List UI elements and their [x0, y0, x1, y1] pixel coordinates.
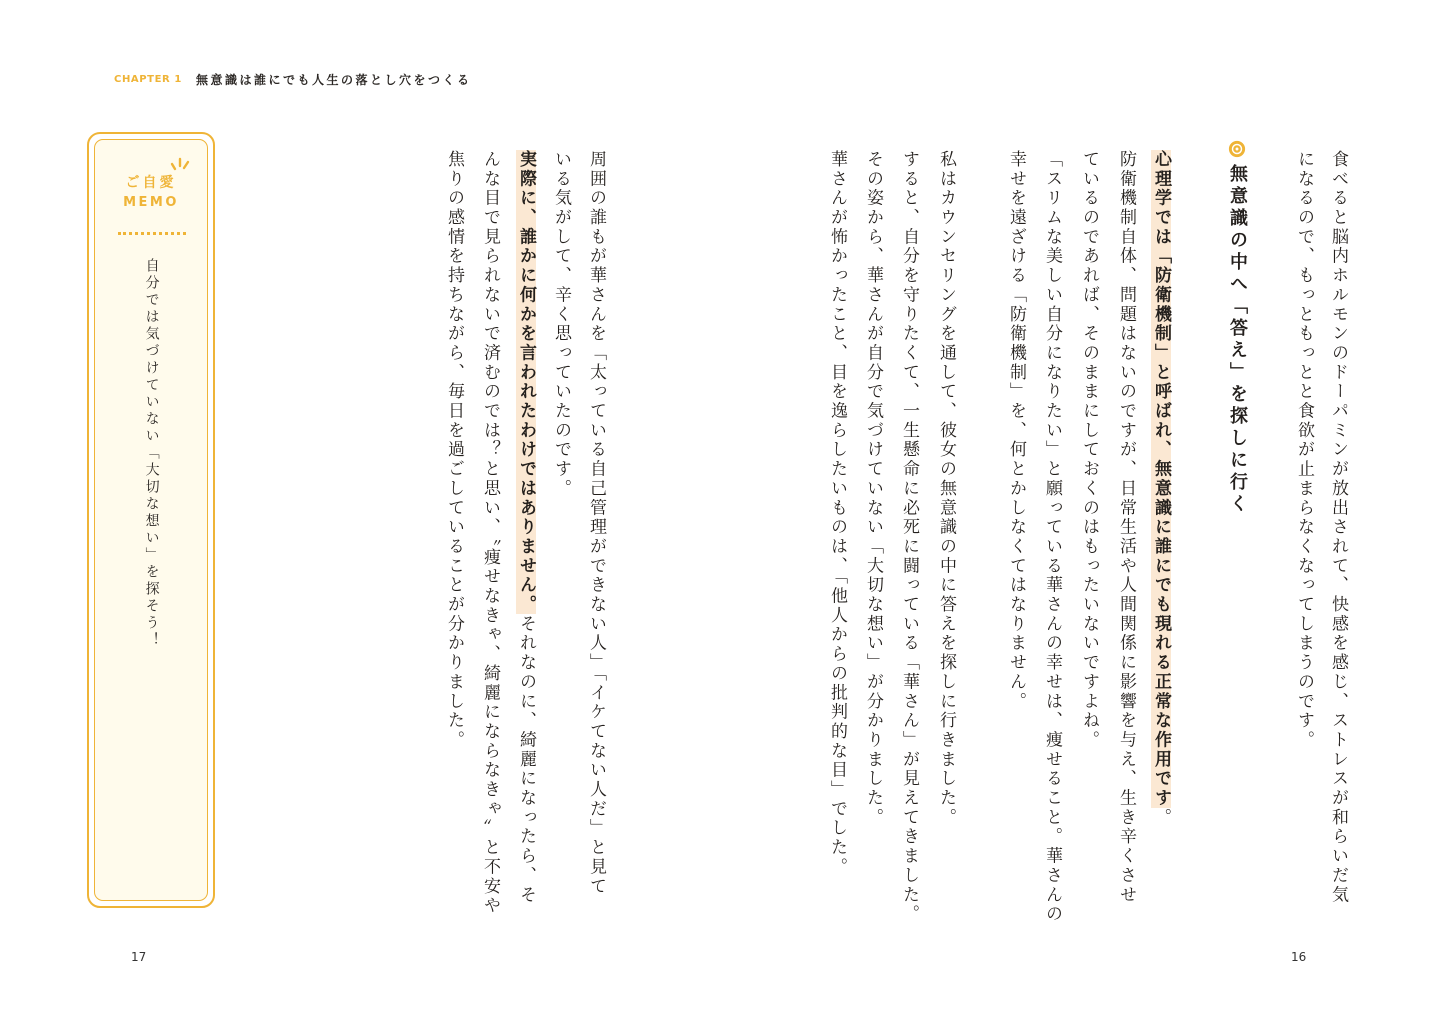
text-line: 周囲の誰もが華さんを「太っている自己管理ができない人」「イケてない人だ」と見て — [586, 150, 606, 897]
text-fragment: 。 — [1151, 807, 1171, 828]
text-line: んな目で見られないで済むのでは？と思い、〝痩せなきゃ、綺麗にならなきゃ〟と不安や — [480, 150, 500, 916]
text-line — [1152, 150, 1169, 827]
text-line: 焦りの感情を持ちながら、毎日を過ごしていることが分かりました。 — [444, 150, 464, 750]
chapter-label: CHAPTER 1 — [114, 74, 182, 85]
text-fragment: それなのに、綺麗になったら、そ — [516, 614, 536, 905]
memo-dotted-divider — [118, 232, 186, 235]
section-heading-text: 無意識の中へ「答え」を探しに行く — [1227, 164, 1248, 516]
text-line: その姿から、華さんが自分で気づけていない「大切な想い」が分かりました。 — [863, 150, 883, 828]
memo-title: ご自愛 — [125, 175, 177, 191]
highlighted-text: 実際に、誰かに何かを言われたわけではありません。 — [516, 150, 536, 615]
text-line: 食べると脳内ホルモンのドーパミンが放出されて、快感を感じ、ストレスが和らいだ気 — [1328, 150, 1348, 905]
text-line: 私はカウンセリングを通して、彼女の無意識の中に答えを探しに行きました。 — [936, 150, 956, 828]
memo-subtitle: MEMO — [123, 195, 179, 210]
text-line: いる気がして、辛く思っていたのです。 — [551, 150, 571, 499]
text-line: 防衛機制自体、問題はないのですが、日常生活や人間関係に影響を与え、生き辛くさせ — [1116, 150, 1136, 905]
flower-bullet-icon — [1228, 140, 1246, 158]
chapter-title: 無意識は誰にでも人生の落とし穴をつくる — [195, 73, 472, 87]
section-heading — [1224, 140, 1250, 516]
text-line — [517, 150, 534, 905]
running-head — [114, 71, 471, 88]
text-line: 幸せを遠ざける「防衛機制」を、何とかしなくてはなりません。 — [1006, 150, 1026, 712]
text-line: 「スリムな美しい自分になりたい」と願っている華さんの幸せは、痩せること。華さんの — [1042, 150, 1062, 924]
text-line: になるので、もっともっとと食欲が止まらなくなってしまうのです。 — [1294, 150, 1314, 750]
memo-text: 自分では気づけていない「大切な想い」を探そう！ — [143, 258, 160, 649]
text-line: すると、自分を守りたくて、一生懸命に必死に闘っている「華さん」が見えてきました。 — [899, 150, 919, 924]
page-number-right: 16 — [1291, 950, 1307, 964]
text-line: 華さんが怖かったこと、目を逸らしたいものは、「他人からの批判的な目」でした。 — [827, 150, 847, 877]
text-line: ているのであれば、そのままにしておくのはもったいないですよね。 — [1079, 150, 1099, 750]
page-number-left: 17 — [131, 950, 147, 964]
highlighted-text: 心理学では「防衛機制」と呼ばれ、無意識に誰にでも現れる正常な作用です — [1151, 150, 1171, 808]
